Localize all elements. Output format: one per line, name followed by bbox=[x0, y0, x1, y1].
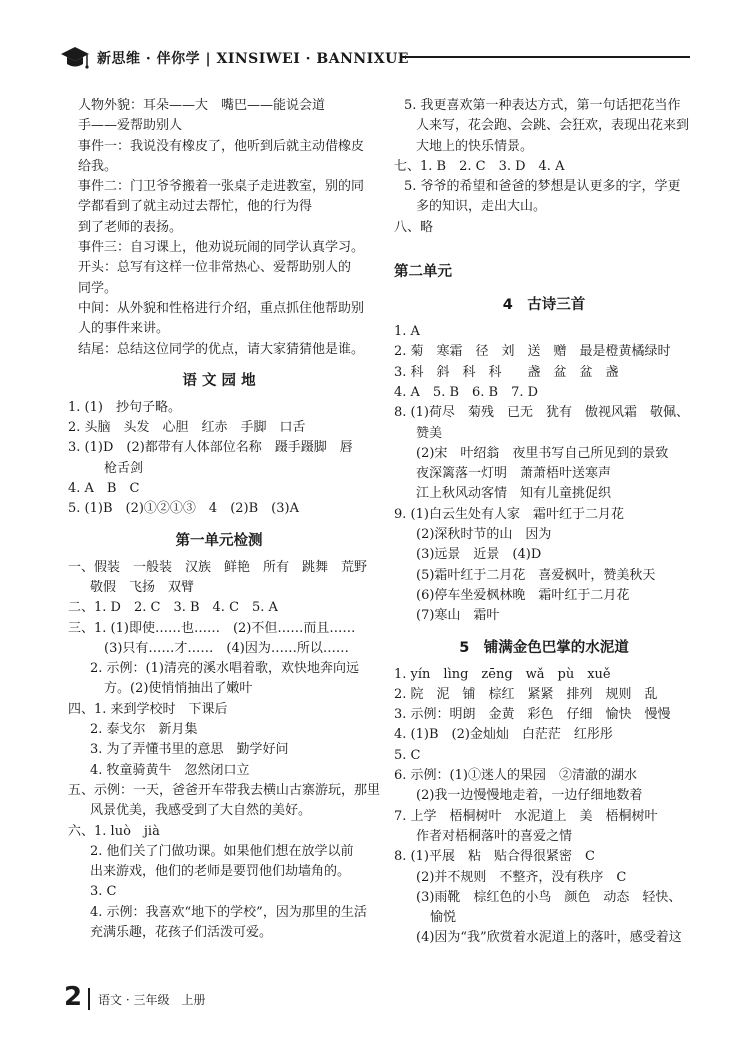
text-line: 2. 泰戈尔 新月集 bbox=[90, 722, 198, 738]
text-line: 2. 院 泥 铺 棕红 紧紧 排列 规则 乱 bbox=[394, 686, 658, 702]
header-title: 新思维 · 伴你学 | XINSIWEI · BANNIXUE bbox=[97, 51, 409, 67]
page-number: 2 bbox=[64, 982, 83, 1012]
text-line: 5. C bbox=[394, 747, 421, 763]
text-line: 4. 牧童骑黄牛 忽然闭口立 bbox=[90, 762, 250, 778]
text-line: 2. 示例：(1)清亮的溪水唱着歌，欢快地奔向远 bbox=[90, 661, 359, 677]
text-line: 到了老师的表扬。 bbox=[78, 219, 183, 235]
text-line: 人物外貌：耳朵——大 嘴巴——能说会道 bbox=[78, 98, 326, 113]
text-line: 七、1. B 2. C 3. D 4. A bbox=[394, 158, 565, 174]
lesson-title-4: 4 古诗三首 bbox=[502, 297, 586, 314]
text-line: 中间：从外貌和性格进行介绍，重点抓住他帮助别 bbox=[78, 300, 365, 316]
text-line: 同学。 bbox=[78, 280, 118, 296]
text-line: (6)停车坐爱枫林晚 霜叶红于二月花 bbox=[416, 587, 630, 603]
text-line: 三、1. (1)即使……也…… (2)不但……而且…… bbox=[68, 620, 356, 636]
text-line: (2)深秋时节的山 因为 bbox=[416, 527, 552, 543]
left-column bbox=[68, 96, 381, 943]
text-line: 1. yín lìng zēng wǎ pù xuě bbox=[394, 666, 611, 682]
text-line: 2. 头脑 头发 心胆 红赤 手脚 口舌 bbox=[68, 420, 306, 436]
text-line: 五、示例：一天，爸爸开车带我去横山古寨游玩，那里 bbox=[68, 782, 381, 798]
section-title-yuwen: 语 文 园 地 bbox=[182, 372, 256, 389]
text-line: (7)寒山 霜叶 bbox=[416, 608, 500, 624]
text-line: 夜深篱落一灯明 萧萧梧叶送寒声 bbox=[416, 466, 612, 482]
text-line: (2)并不规则 不整齐，没有秩序 C bbox=[416, 869, 627, 885]
text-line: 3. 为了弄懂书里的意思 勤学好问 bbox=[90, 742, 289, 758]
text-line: 8. (1)平展 粘 贴合得很紧密 C bbox=[394, 849, 595, 865]
text-line: 充满乐趣，花孩子们活泼可爱。 bbox=[90, 924, 273, 940]
unit-title: 第二单元 bbox=[394, 264, 452, 281]
text-line: 多的知识，走出大山。 bbox=[416, 199, 547, 215]
text-line: (2)我一边慢慢地走着，一边仔细地数着 bbox=[416, 788, 643, 804]
text-line: 事件三：自习课上，他劝说玩闹的同学认真学习。 bbox=[78, 240, 365, 256]
text-line: 3. (1)D (2)都带有人体部位名称 蹑手蹑脚 唇 bbox=[68, 440, 353, 456]
right-column bbox=[394, 96, 694, 949]
text-line: 大地上的快乐情景。 bbox=[416, 138, 534, 154]
text-line: 作者对梧桐落叶的喜爱之情 bbox=[416, 828, 573, 844]
section-title-unit1-test: 第一单元检测 bbox=[175, 532, 263, 549]
text-line: 3. C bbox=[90, 884, 117, 900]
text-line: 赞美 bbox=[416, 425, 443, 441]
text-line: 一、假装 一般装 汉族 鲜艳 所有 跳舞 荒野 bbox=[68, 559, 368, 575]
lesson-title-5: 5 铺满金色巴掌的水泥道 bbox=[459, 639, 629, 656]
text-line: 5. 爷爷的希望和爸爸的梦想是认更多的字，学更 bbox=[404, 179, 681, 195]
text-line: 1. A bbox=[394, 324, 420, 340]
text-line: 四、1. 来到学校时 下课后 bbox=[68, 701, 228, 717]
text-line: 事件二：门卫爷爷搬着一张桌子走进教室，别的同 bbox=[78, 179, 365, 195]
text-line: 4. A B C bbox=[68, 481, 140, 497]
text-line: 开头：总写有这样一位非常热心、爱帮助别人的 bbox=[78, 260, 352, 276]
text-line: 江上秋风动客情 知有儿童挑促织 bbox=[416, 486, 612, 502]
text-line: (3)雨靴 棕红色的小鸟 颜色 动态 轻快、 bbox=[416, 889, 682, 905]
text-line: 结尾：总结这位同学的优点，请大家猜猜他是谁。 bbox=[78, 341, 365, 357]
text-line: 人来写，花会跑、会跳、会狂欢，表现出花来到 bbox=[416, 118, 690, 134]
text-line: 4. 示例：我喜欢“地下的学校”，因为那里的生活 bbox=[90, 904, 367, 920]
text-line: 枪舌剑 bbox=[104, 460, 144, 476]
text-line: 5. 我更喜欢第一种表达方式，第一句话把花当作 bbox=[404, 98, 681, 113]
text-line: 出来游戏，他们的老师是要罚他们劫墙角的。 bbox=[90, 864, 351, 880]
text-line: 2. 菊 寒霜 径 刘 送 赠 最是橙黄橘绿时 bbox=[394, 344, 671, 360]
text-line: 4. (1)B (2)金灿灿 白茫茫 红彤彤 bbox=[394, 727, 613, 743]
text-line: 手——爱帮助别人 bbox=[78, 118, 183, 134]
text-line: 3. 示例：明朗 金黄 彩色 仔细 愉快 慢慢 bbox=[394, 707, 671, 723]
footer-subject: 语文 · 三年级 上册 bbox=[98, 993, 206, 1007]
text-line: (4)因为“我”欣赏着水泥道上的落叶，感受着这 bbox=[416, 930, 682, 946]
text-line: 给我。 bbox=[78, 158, 118, 174]
text-line: 5. (1)B (2)①②①③ 4 (2)B (3)A bbox=[68, 501, 299, 517]
text-line: (3)远景 近景 (4)D bbox=[416, 547, 542, 563]
text-line: 六、1. luò jià bbox=[68, 823, 160, 839]
header-rule bbox=[400, 56, 690, 58]
text-line: 1. (1) 抄句子略。 bbox=[68, 399, 181, 415]
text-line: 愉悦 bbox=[430, 910, 457, 926]
text-line: 3. 科 斜 科 科 盏 盆 盆 盏 bbox=[394, 364, 619, 380]
text-line: 人的事件来讲。 bbox=[78, 321, 170, 337]
text-line: 二、1. D 2. C 3. B 4. C 5. A bbox=[68, 600, 278, 616]
graduation-cap-icon bbox=[60, 44, 90, 72]
page-header bbox=[60, 42, 690, 76]
text-line: (2)宋 叶绍翁 夜里书写自己所见到的景致 bbox=[416, 445, 669, 461]
text-line: 2. 他们关了门做功课。如果他们想在放学以前 bbox=[90, 843, 354, 859]
text-line: 事件一：我说没有橡皮了，他听到后就主动借橡皮 bbox=[78, 138, 365, 154]
text-line: 8. (1)荷尽 菊残 已无 犹有 傲视风霜 敬佩、 bbox=[394, 405, 689, 421]
text-line: 4. A 5. B 6. B 7. D bbox=[394, 384, 539, 400]
text-line: 9. (1)白云生处有人家 霜叶红于二月花 bbox=[394, 506, 624, 522]
text-line: 学都看到了就主动过去帮忙，他的行为得 bbox=[78, 199, 313, 215]
text-line: 7. 上学 梧桐树叶 水泥道上 美 梧桐树叶 bbox=[394, 808, 658, 824]
text-line: 风景优美，我感受到了大自然的美好。 bbox=[90, 803, 312, 819]
text-line: (3)只有……才…… (4)因为……所以…… bbox=[104, 640, 349, 656]
footer-divider bbox=[88, 988, 90, 1010]
text-line: 6. 示例：(1)①迷人的果园 ②清澈的湖水 bbox=[394, 768, 637, 784]
text-line: (5)霜叶红于二月花 喜爱枫叶，赞美秋天 bbox=[416, 567, 656, 583]
text-line: 方。(2)使悄悄抽出了嫩叶 bbox=[104, 681, 253, 697]
text-line: 敬假 飞扬 双臂 bbox=[90, 579, 195, 595]
text-line: 八、略 bbox=[394, 219, 434, 235]
